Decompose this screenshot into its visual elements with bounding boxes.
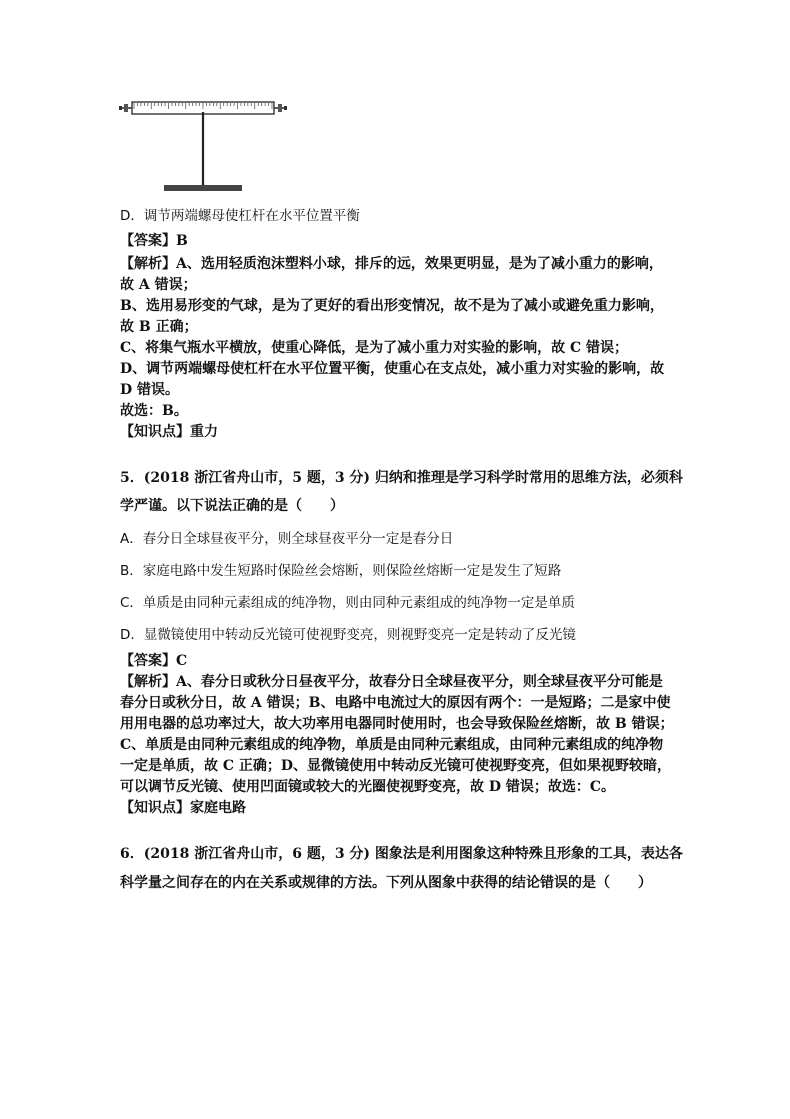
q4-analysis-line: C、将集气瓶水平横放，使重心降低，是为了减小重力对实验的影响，故 C 错误； xyxy=(120,340,629,356)
q5-analysis-line: 【解析】A、春分日或秋分日昼夜平分，故春分日全球昼夜平分，则全球昼夜平分可能是 xyxy=(120,674,663,690)
q6-stem-line: 科学量之间存在的内在关系或规律的方法。下列从图象中获得的结论错误的是（ ） xyxy=(120,875,652,891)
q5-analysis-line: C、单质是由同种元素组成的纯净物，单质是由同种元素组成，由同种元素组成的纯净物 xyxy=(120,737,664,753)
q5-option-b: B．家庭电路中发生短路时保险丝会熔断，则保险丝熔断一定是发生了短路 xyxy=(120,563,562,579)
q4-analysis-line: B、选用易形变的气球，是为了更好的看出形变情况，故不是为了减小或避免重力影响， xyxy=(120,298,664,314)
q4-analysis-line: D、调节两端螺母使杠杆在水平位置平衡，使重心在支点处，减小重力对实验的影响，故 xyxy=(120,361,665,377)
q5-analysis-line: 用用电器的总功率过大，故大功率用电器同时使用时，也会导致保险丝熔断，故 B 错误； xyxy=(120,716,674,732)
q4-option-d: D．调节两端螺母使杠杆在水平位置平衡 xyxy=(120,208,360,224)
q5-option-a: A．春分日全球昼夜平分，则全球昼夜平分一定是春分日 xyxy=(120,531,454,547)
stand-base xyxy=(164,185,242,191)
q5-analysis-line: 春分日或秋分日，故 A 错误；B、电路中电流过大的原因有两个：一是短路；二是家中使 xyxy=(120,695,671,711)
q5-option-c: C．单质是由同种元素组成的纯净物，则由同种元素组成的纯净物一定是单质 xyxy=(120,595,575,611)
q5-answer: 【答案】C xyxy=(120,653,188,669)
q4-analysis-line: 故 B 正确； xyxy=(120,319,198,335)
q4-answer: 【答案】B xyxy=(120,233,188,249)
q6-stem-line: 6．(2018 浙江省舟山市，6 题，3 分) 图象法是利用图象这种特殊且形象的工具，表达各 xyxy=(120,846,683,862)
q4-knowledge: 【知识点】重力 xyxy=(120,424,218,440)
q4-analysis-line: D 错误。 xyxy=(120,382,180,398)
q5-option-d: D．显微镜使用中转动反光镜可使视野变亮，则视野变亮一定是转动了反光镜 xyxy=(120,627,576,643)
q5-knowledge: 【知识点】家庭电路 xyxy=(120,800,246,816)
q5-stem-line: 5．(2018 浙江省舟山市，5 题，3 分) 归纳和推理是学习科学时常用的思维方法，必须科 xyxy=(120,470,683,486)
lever-stand-figure xyxy=(118,96,288,196)
q5-stem-line: 学严谨。以下说法正确的是（ ） xyxy=(120,498,344,514)
q4-analysis-line: 故选：B。 xyxy=(120,403,188,419)
q5-analysis-line: 可以调节反光镜、使用凹面镜或较大的光圈使视野变亮，故 D 错误；故选：C。 xyxy=(120,779,616,795)
q5-analysis-line: 一定是单质，故 C 正确；D、显微镜使用中转动反光镜可使视野变亮，但如果视野较暗， xyxy=(120,758,672,774)
q4-analysis-line: 【解析】A、选用轻质泡沫塑料小球，排斥的远，效果更明显，是为了减小重力的影响， xyxy=(120,256,663,272)
q4-analysis-line: 故 A 错误； xyxy=(120,277,197,293)
